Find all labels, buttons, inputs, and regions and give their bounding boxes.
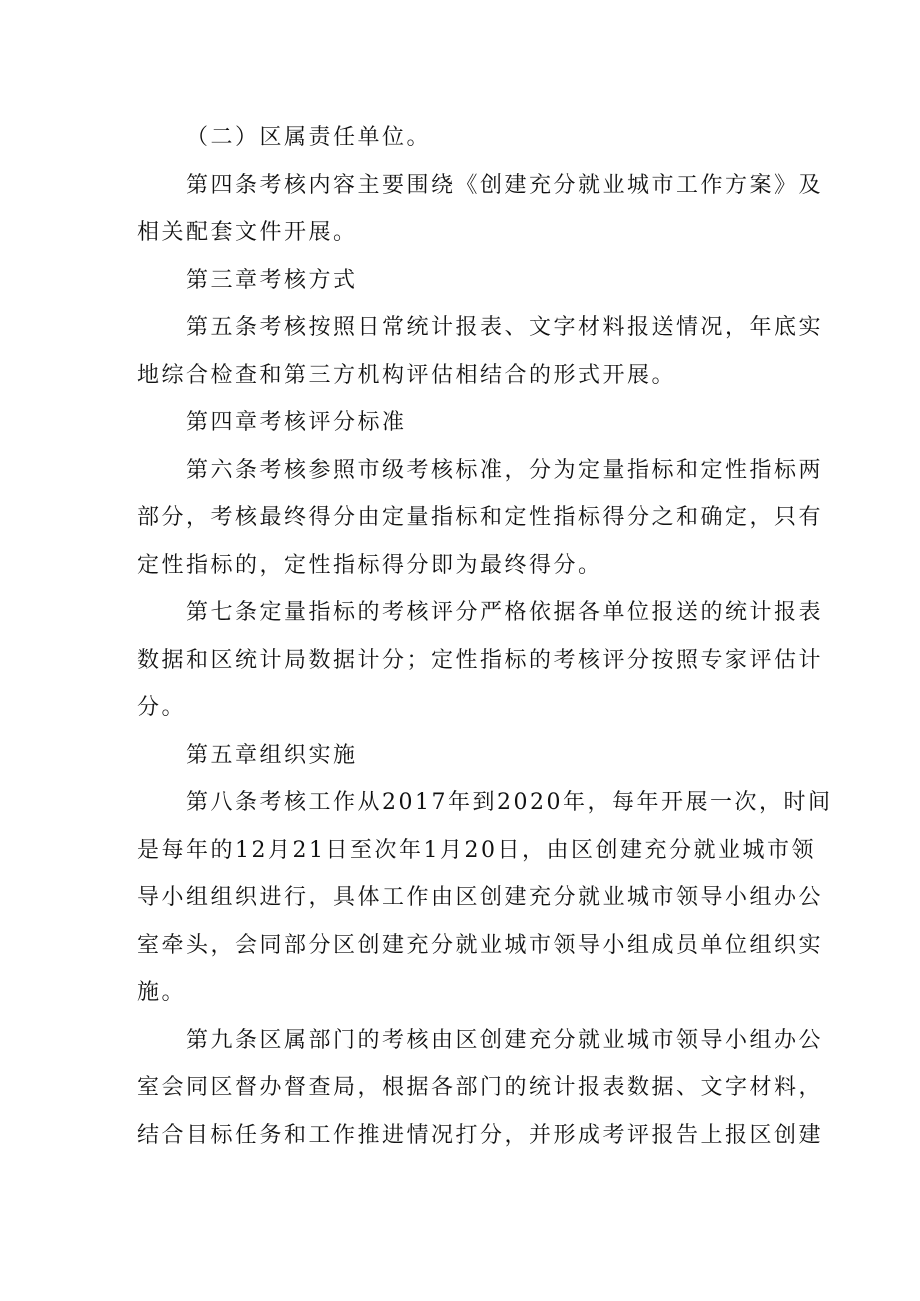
paragraph-article-9 [137,1017,824,1160]
text-line: 第四章考核评分标准 [186,410,407,435]
text-line: 定性指标的，定性指标得分即为最终得分。 [137,552,603,578]
text-line: 第六条考核参照市级考核标准，分为定量指标和定性指标两 [186,457,824,483]
text-line: 数据和区统计局数据计分；定性指标的考核评分按照专家评估计 [137,647,824,673]
text-line: 第五章组织实施 [186,742,358,768]
text-line: 第七条定量指标的考核评分严格依据各单位报送的统计报表 [186,600,824,625]
text-line: 第八条考核工作从2017年到2020年，每年开展一次，时间 [186,790,833,815]
text-line: 导小组组织进行，具体工作由区创建充分就业城市领导小组办公 [137,885,824,910]
paragraph-article-6 [137,447,824,590]
text-line: 第四条考核内容主要围绕《创建充分就业城市工作方案》及 [186,172,824,198]
heading-chapter-5 [137,732,797,780]
text-line: 室牵头，会同部分区创建充分就业城市领导小组成员单位组织实 [137,932,824,958]
text-line: 分。 [137,695,187,720]
text-line: （二）区属责任单位。 [186,125,432,150]
text-line: 结合目标任务和工作推进情况打分，并形成考评报告上报区创建 [137,1122,824,1148]
text-line: 是每年的12月21日至次年1月20日，由区创建充分就业城市领 [137,837,816,863]
text-line: 第三章考核方式 [186,267,358,293]
paragraph-article-7 [137,589,824,732]
heading-chapter-4 [137,399,797,447]
text-line: 第五条考核按照日常统计报表、文字材料报送情况，年底实 [186,315,824,340]
text-line: 部分，考核最终得分由定量指标和定性指标得分之和确定，只有 [137,505,824,530]
text-line: 室会同区督办督查局，根据各部门的统计报表数据、文字材料， [137,1075,824,1100]
text-line: 地综合检查和第三方机构评估相结合的形式开展。 [137,362,677,388]
paragraph-article-4 [137,162,824,257]
text-line: 相关配套文件开展。 [137,220,358,245]
paragraph-article-5 [137,304,824,399]
heading-chapter-3 [137,257,797,305]
paragraph-responsible-units [137,114,797,162]
document-body [137,114,833,1159]
text-line: 第九条区属部门的考核由区创建充分就业城市领导小组办公 [186,1027,824,1053]
text-line: 施。 [137,980,187,1005]
paragraph-article-8 [137,779,833,1017]
